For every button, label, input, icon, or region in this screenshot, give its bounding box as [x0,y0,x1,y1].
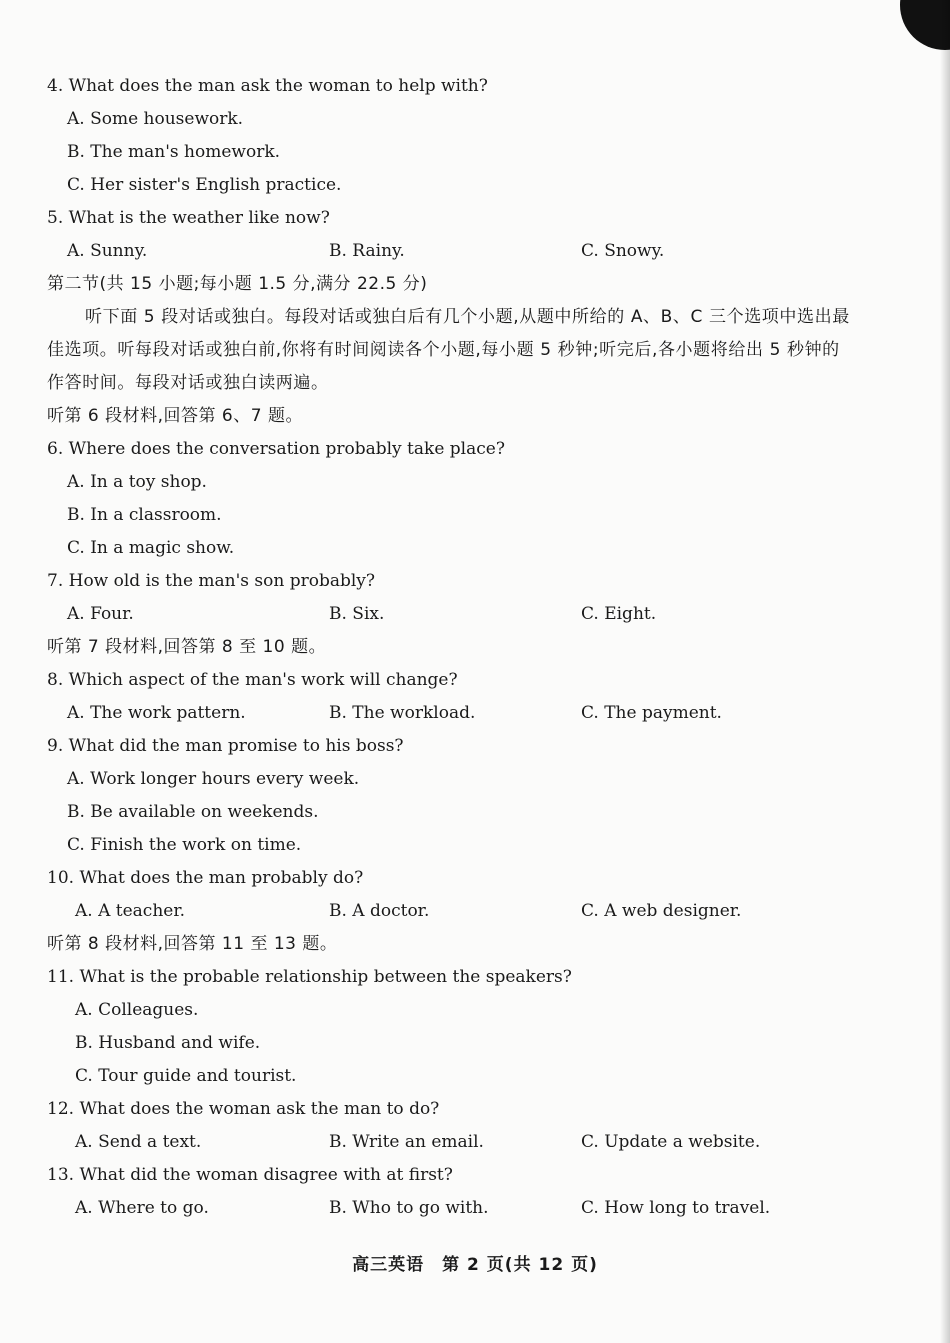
question-10: 10. What does the man probably do? [47,868,364,888]
options-10 [47,895,857,928]
option-7c: C. Eight. [581,604,657,624]
option-6b: B. In a classroom. [67,505,222,525]
question-6: 6. Where does the conversation probably take place? [47,439,505,459]
material-8-heading: 听第 8 段材料,回答第 11 至 13 题。 [47,934,338,954]
material-7-heading: 听第 7 段材料,回答第 8 至 10 题。 [47,637,327,657]
page-edge-shadow [940,0,950,1343]
option-12b: B. Write an email. [329,1132,484,1152]
question-8: 8. Which aspect of the man's work will change? [47,670,458,690]
option-4a: A. Some housework. [67,109,244,129]
option-7a: A. Four. [67,604,134,624]
section-2-instructions: 听下面 5 段对话或独白。每段对话或独白后有几个小题,从题中所给的 A、B、C 三个选项中选出最佳选项。听每段对话或独白前,你将有时间阅读各个小题,每小题 5 秒钟;听完后,各小题将给出 5 秒钟的作答时间。每段对话或独白读两遍。 [47,307,850,393]
question-7: 7. How old is the man's son probably? [47,571,376,591]
option-13c: C. How long to travel. [581,1198,771,1218]
option-5a: A. Sunny. [67,241,148,261]
options-13 [47,1192,857,1225]
option-9b: B. Be available on weekends. [67,802,319,822]
option-11a: A. Colleagues. [75,1000,199,1020]
option-10b: B. A doctor. [329,901,430,921]
question-4: 4. What does the man ask the woman to help with? [47,76,488,96]
options-5 [47,235,857,268]
option-5b: B. Rainy. [329,241,405,261]
question-13: 13. What did the woman disagree with at first? [47,1165,453,1185]
option-4c: C. Her sister's English practice. [67,175,342,195]
option-10c: C. A web designer. [581,901,742,921]
option-8b: B. The workload. [329,703,476,723]
option-13b: B. Who to go with. [329,1198,489,1218]
question-11: 11. What is the probable relationship between the speakers? [47,967,572,987]
option-10a: A. A teacher. [75,901,185,921]
option-8a: A. The work pattern. [67,703,246,723]
option-8c: C. The payment. [581,703,722,723]
option-4b: B. The man's homework. [67,142,281,162]
question-5: 5. What is the weather like now? [47,208,330,228]
option-11c: C. Tour guide and tourist. [75,1066,297,1086]
option-9c: C. Finish the work on time. [67,835,302,855]
exam-content [47,70,857,1225]
option-12c: C. Update a website. [581,1132,761,1152]
options-7 [47,598,857,631]
option-6a: A. In a toy shop. [67,472,207,492]
options-12 [47,1126,857,1159]
question-9: 9. What did the man promise to his boss? [47,736,404,756]
option-5c: C. Snowy. [581,241,665,261]
page-footer: 高三英语 第 2 页(共 12 页) [352,1255,598,1275]
material-6-heading: 听第 6 段材料,回答第 6、7 题。 [47,406,303,426]
option-7b: B. Six. [329,604,385,624]
options-8 [47,697,857,730]
section-2-title: 第二节(共 15 小题;每小题 1.5 分,满分 22.5 分) [47,274,428,294]
question-12: 12. What does the woman ask the man to do? [47,1099,440,1119]
option-9a: A. Work longer hours every week. [67,769,360,789]
option-12a: A. Send a text. [75,1132,202,1152]
option-6c: C. In a magic show. [67,538,235,558]
option-11b: B. Husband and wife. [75,1033,261,1053]
option-13a: A. Where to go. [75,1198,209,1218]
